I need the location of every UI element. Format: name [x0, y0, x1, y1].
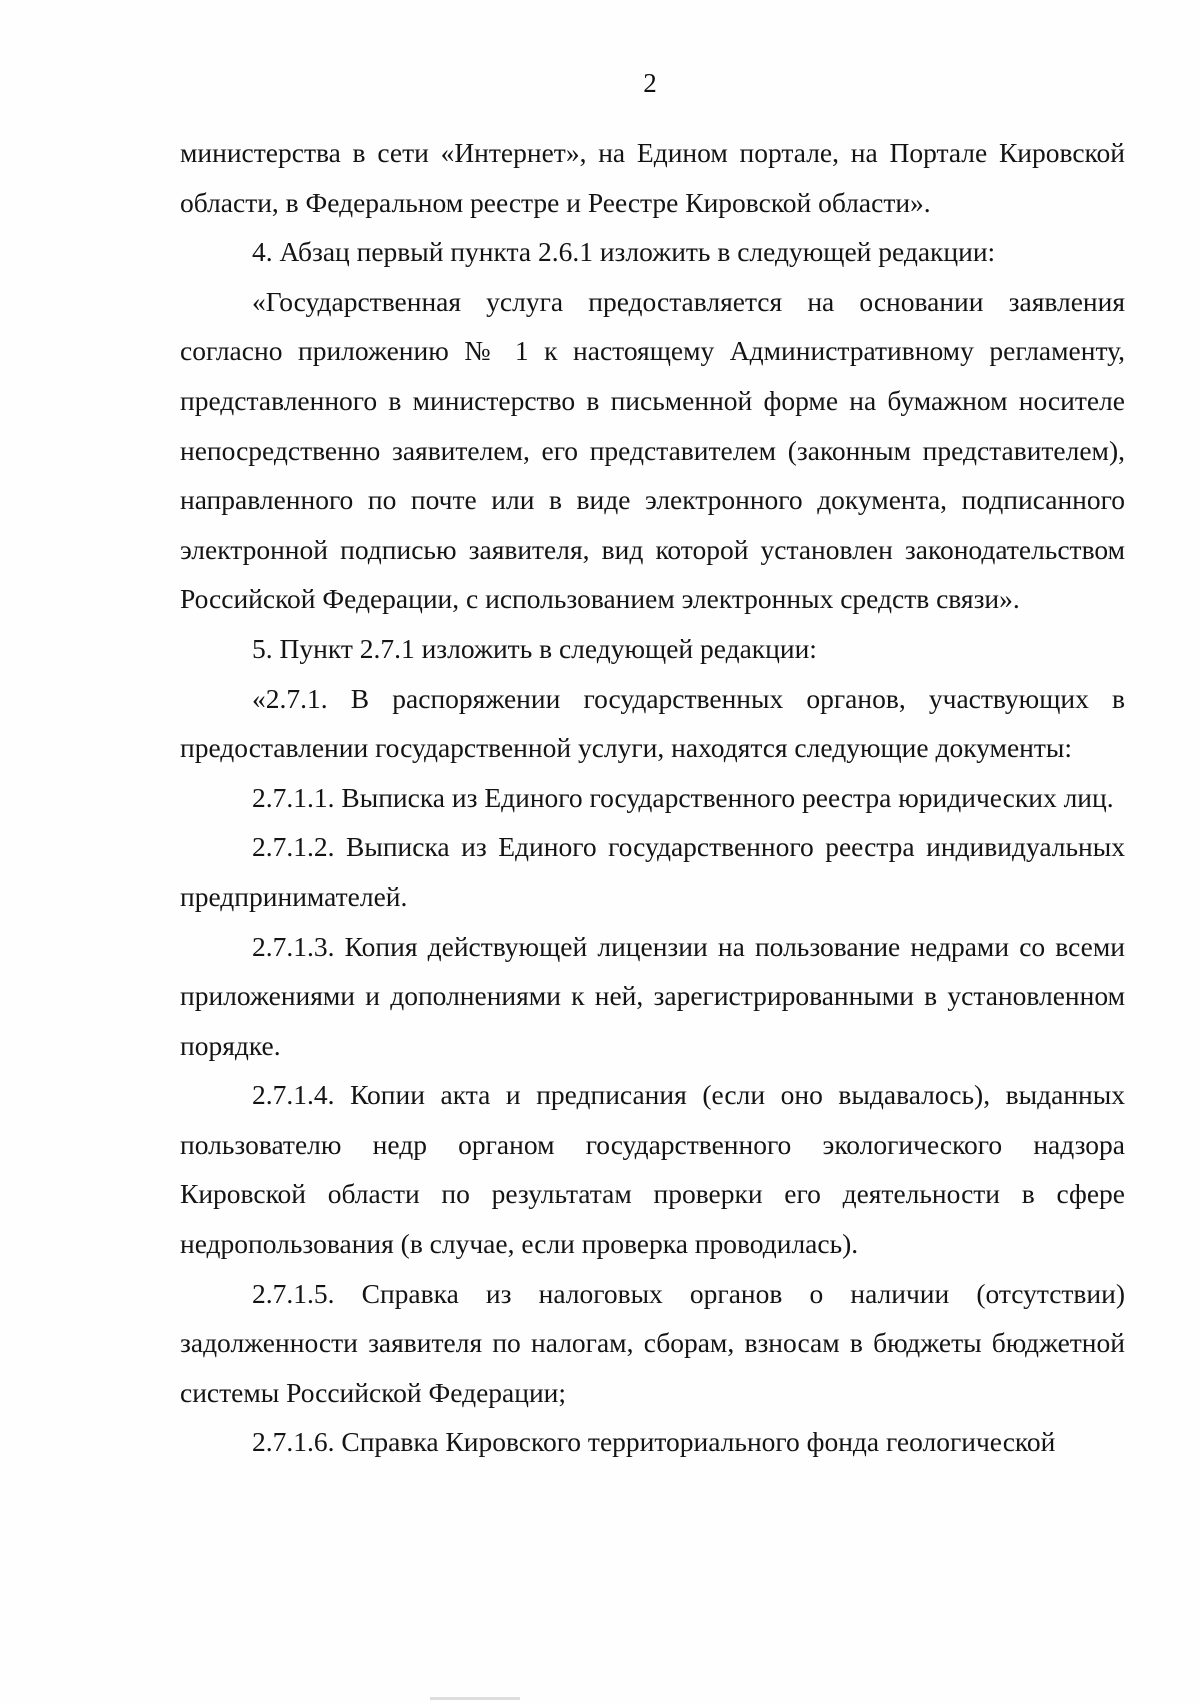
paragraph-item-4: 4. Абзац первый пункта 2.6.1 изложить в следующей редакции:: [252, 236, 996, 268]
paragraph-2-7-1-4: 2.7.1.4. Копии акта и предписания (если оно выдавалось), выданных пользователю недр органом государственного экологического надзора Кировской области по результатам проверки его деятельности в сфере недропользования (в случае, если проверка проводилась).: [180, 1079, 1125, 1260]
paragraph-2-7-1: «2.7.1. В распоряжении государственных органов, участвующих в предоставлении государственной услуги, находятся следующие документы:: [180, 682, 1125, 764]
paragraph-2-7-1-2: 2.7.1.2. Выписка из Единого государственного реестра индивидуальных предпринимателей.: [180, 831, 1125, 912]
paragraph-item-5: 5. Пункт 2.7.1 изложить в следующей редакции:: [252, 632, 817, 664]
paragraph-continuation: министерства в сети «Интернет», на Едином портале, на Портале Кировской области, в Федеральном реестре и Реестре Кировской области».: [180, 137, 1125, 218]
paragraph-2-7-1-6: 2.7.1.6. Справка Кировского территориального фонда геологической: [252, 1426, 1056, 1458]
paragraph-2-7-1-5: 2.7.1.5. Справка из налоговых органов о наличии (отсутствии) задолженности заявителя по налогам, сборам, взносам в бюджеты бюджетной системы Российской Федерации;: [180, 1277, 1125, 1408]
scan-artifact: [430, 1697, 520, 1700]
page-number: 2: [643, 68, 657, 98]
document-body: [180, 128, 1125, 1467]
paragraph-2-7-1-3: 2.7.1.3. Копия действующей лицензии на пользование недрами со всеми приложениями и дополнениями к ней, зарегистрированными в установленном порядке.: [180, 930, 1125, 1061]
paragraph-2-7-1-1: 2.7.1.1. Выписка из Единого государственного реестра юридических лиц.: [252, 781, 1114, 813]
paragraph-quoted-2-6-1: «Государственная услуга предоставляется на основании заявления согласно приложению № 1 к настоящему Административному регламенту, представленного в министерство в письменной форме на бумажном носителе непосредственно заявителем, его представителем (законным представителем), направленного по почте или в виде электронного документа, подписанного электронной подписью заявителя, вид которой установлен законодательством Российской Федерации, с использованием электронных средств связи».: [180, 285, 1125, 615]
